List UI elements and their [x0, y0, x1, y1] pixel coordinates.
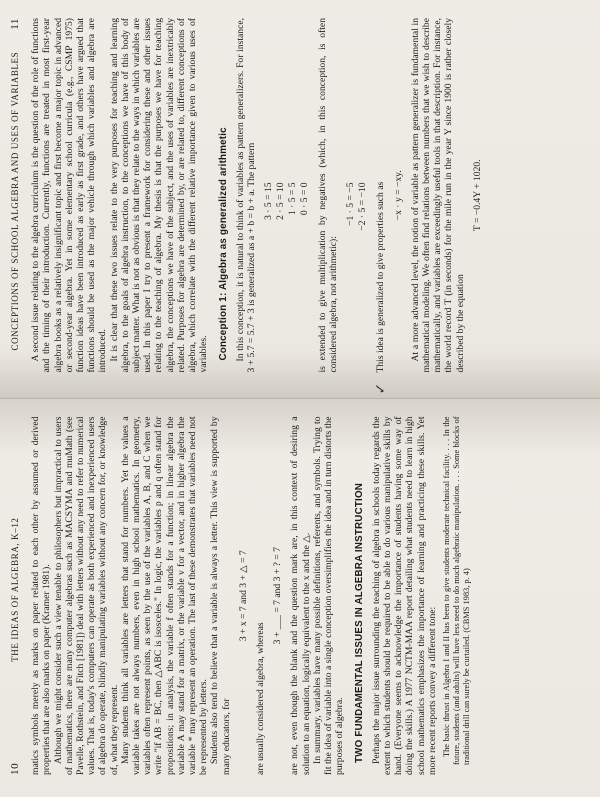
page-number-11: 11	[9, 18, 21, 30]
paragraph: It is clear that these two issues relate to the very purposes for teaching and learning algebra, to the goals of algebra instruction, to the conceptions we have of this body of subject matter. What is not as obvious is that they relate to the ways in which variables are used. In this paper I try to present a framework for considering these and other issues relating to the teaching of algebra. My thesis is that the purposes we have for teaching algebra, the conceptions we have of the subject, and the uses of variables are inextricably related. Purposes for algebra are determined by, or are related to, different conceptions of algebra, which correlate with the different relative importance given to various uses of variables.	[108, 18, 210, 373]
equation: 3 · 5 = 15	[263, 182, 275, 220]
paragraph: This idea is generalized to give properties such as	[375, 181, 387, 373]
paragraph: A second issue relating to the algebra curriculum is the question of the role of functions and the timing of their introduction. Currently, functions are treated in most first-year algebra books as a relatively insignificant topic and first become a major topic in advanced or second-year algebra. Yet in some elementary school curricula (e.g., CSMP 1975) function ideas have been introduced as early as first grade, and others have argued that functions should be used as the major vehicle through which variables and algebra are introduced.	[30, 18, 109, 373]
paragraph: are usually considered algebra, whereas	[255, 622, 267, 775]
equation: −2 · 5 = −10	[357, 182, 369, 231]
running-head-title-left: THE IDEAS OF ALGEBRA, K–12	[10, 517, 20, 662]
equation: 3 + x = 7 and 3 + △ = 7	[237, 550, 249, 642]
page-number-10: 10	[9, 762, 21, 775]
paragraph: At a more advanced level, the notion of variable as pattern generalizer is fundamental in mathematical modeling. We often find relations between numbers that we wish to describe mathematically, and variables are exceedingly useful tools in that description. For instance, the world record T (in seconds) for the mile run in the year Y since 1900 is rather closely described by the equation	[409, 18, 466, 373]
block-quote	[442, 417, 471, 776]
paragraph: matics symbols merely as marks on paper related to each other by assumed or derived properties that are also marks on paper (Kramer 1981).	[30, 416, 53, 775]
equation: 2 · 5 = 10	[275, 182, 287, 220]
paragraph: Many students think all variables are letters that stand for numbers. Yet the values a variable takes are not always numbers, even in high school mathematics. In geometry, variables often represent points, as seen by the use of the variables A, B, and C when we write "if AB = BC, then △ABC is isosceles." In logic, the variables p and q often stand for propositions; in analysis, the variable f often stands for a function; in linear algebra the variable A may stand for a matrix, or the variable v for a vector, and in higher algebra the variable * may represent an operation. The last of these demonstrates that variables need not be represented by letters.	[119, 416, 210, 775]
paragraph: In summary, variables have many possible definitions, referents, and symbols. Trying to fit the idea of variable into a single conception oversimplifies the idea and in turn distorts the purposes of algebra.	[311, 416, 346, 775]
section-heading: TWO FUNDAMENTAL ISSUES IN ALGEBRA INSTRUCTION	[354, 482, 366, 763]
paragraph: Students also tend to believe that a variable is always a letter. This view is supported by many educators, for	[209, 416, 232, 775]
equation: T = −0.4Y + 1020.	[471, 159, 483, 232]
equation: 0 · 5 = 0	[299, 182, 311, 216]
running-head-right	[10, 18, 21, 373]
page-10	[0, 399, 600, 797]
equation: −1 · 5 = −5	[345, 182, 357, 226]
quote-text: The basic thrust in Algebra I and II has been to give students moderate technical facility. . . . In the future, students (and adults) will have less need to do much algebraic manipulation. . . . Some blocks of traditional drill can surely be curtailed. (CBMS 1983, p. 4)	[441, 416, 471, 765]
paragraph: is extended to give multiplication by negatives (which, in this conception, is often considered algebra, not arithmetic):	[317, 18, 340, 373]
paragraph: In this conception, it is natural to think of variables as pattern generalizers. For instance, 3 + 5.7 = 5.7 + 3 is generalized as a + b = b + a. The pattern	[234, 18, 257, 373]
equation-block	[263, 183, 311, 243]
equation: 1 · 5 = 5	[287, 182, 299, 216]
running-head-title-right: CONCEPTIONS OF SCHOOL ALGEBRA AND USES OF VARIABLES	[10, 51, 20, 351]
paragraph: Perhaps the major issue surrounding the teaching of algebra in schools today regards the extent to which students should be required to be able to do various manipulative skills by hand. (Everyone seems to acknowledge the importance of students having some way of doing the skills.) A 1977 NCTM-MAA report detailing what students need to learn in high school mathematics emphasizes the importance of learning and practicing these skills. Yet more recent reports convey a different tone:	[370, 416, 438, 775]
section-heading: Conception 1: Algebra as generalized arithmetic	[218, 127, 230, 361]
equation: 3 + ___ = 7 and 3 + ? = 7	[272, 547, 284, 645]
equation: −x · y = −xy.	[392, 170, 404, 221]
paragraph: Although we might consider such a view tenable to philosophers but impractical to users of mathematics, there are many computer algebras such as MACSYMA and muMath (see Pavelle, Rothstein, and Fitch [1981]) deal with letters without any need to refer to numerical values. That is, today's computers can operate as both experienced and inexperienced users of algebra do operate, blindly manipulating variables without any concern for, or knowledge of, what they represent.	[52, 416, 120, 775]
paragraph: are not, even though the blank and the question mark are, in this context of desiring a solution to an equation, logically equivalent to the x and the △.	[289, 416, 312, 775]
equation-block	[345, 183, 369, 243]
checkmark-annotation: ✓	[373, 382, 389, 395]
running-head-left	[10, 417, 21, 776]
